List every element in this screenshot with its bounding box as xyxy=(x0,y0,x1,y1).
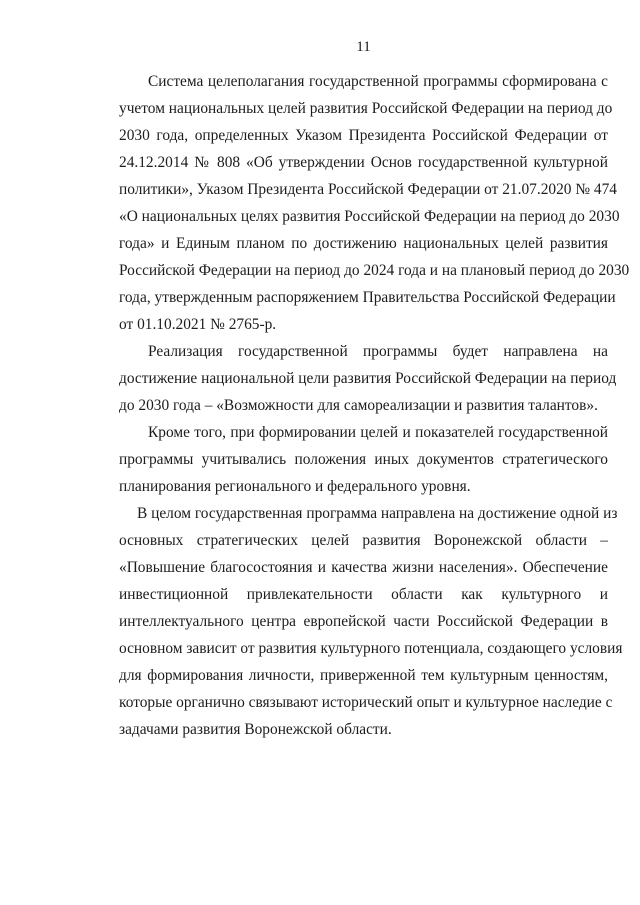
text-line: 24.12.2014 № 808 «Об утверждении Основ государственной культурной xyxy=(119,154,608,171)
text-line: инвестиционной привлекательности области как культурного и xyxy=(119,586,608,603)
text-line: основных стратегических целей развития Воронежской области – xyxy=(119,532,608,549)
text-line: 2030 года, определенных Указом Президента Российской Федерации от xyxy=(119,127,608,144)
text-line: задачами развития Воронежской области. xyxy=(119,721,392,738)
text-line: основном зависит от развития культурного потенциала, создающего условия xyxy=(119,640,623,657)
text-line: «О национальных целях развития Российской Федерации на период до 2030 xyxy=(119,208,620,225)
text-line: В целом государственная программа направлена на достижение одной из xyxy=(137,505,618,522)
text-line: года, утвержденным распоряжением Правительства Российской Федерации xyxy=(119,289,616,306)
text-line: «Повышение благосостояния и качества жизни населения». Обеспечение xyxy=(119,559,608,576)
text-line: политики», Указом Президента Российской Федерации от 21.07.2020 № 474 xyxy=(119,181,617,198)
page-number: 11 xyxy=(356,39,371,55)
text-line: интеллектуального центра европейской части Российской Федерации в xyxy=(119,613,608,630)
text-line: учетом национальных целей развития Российской Федерации на период до xyxy=(119,100,613,117)
text-line: Реализация государственной программы будет направлена на xyxy=(148,343,608,360)
paragraph xyxy=(119,338,617,419)
paragraph xyxy=(119,419,608,500)
paragraph xyxy=(119,500,623,743)
text-line: которые органично связывают исторический опыт и культурное наследие с xyxy=(119,694,613,711)
text-line: программы учитывались положения иных документов стратегического xyxy=(119,451,608,468)
text-line: Система целеполагания государственной программы сформирована с xyxy=(148,73,608,90)
text-line: от 01.10.2021 № 2765-р. xyxy=(119,316,277,333)
paragraph xyxy=(119,68,630,338)
text-line: планирования регионального и федерального уровня. xyxy=(119,478,471,495)
text-line: достижение национальной цели развития Российской Федерации на период xyxy=(119,370,617,387)
document-body xyxy=(119,68,630,743)
text-line: до 2030 года – «Возможности для самореализации и развития талантов». xyxy=(119,397,598,414)
text-line: года» и Единым планом по достижению национальных целей развития xyxy=(119,235,608,252)
text-line: для формирования личности, приверженной тем культурным ценностям, xyxy=(119,667,608,684)
text-line: Кроме того, при формировании целей и показателей государственной xyxy=(148,424,608,441)
text-line: Российской Федерации на период до 2024 года и на плановый период до 2030 xyxy=(119,262,630,279)
